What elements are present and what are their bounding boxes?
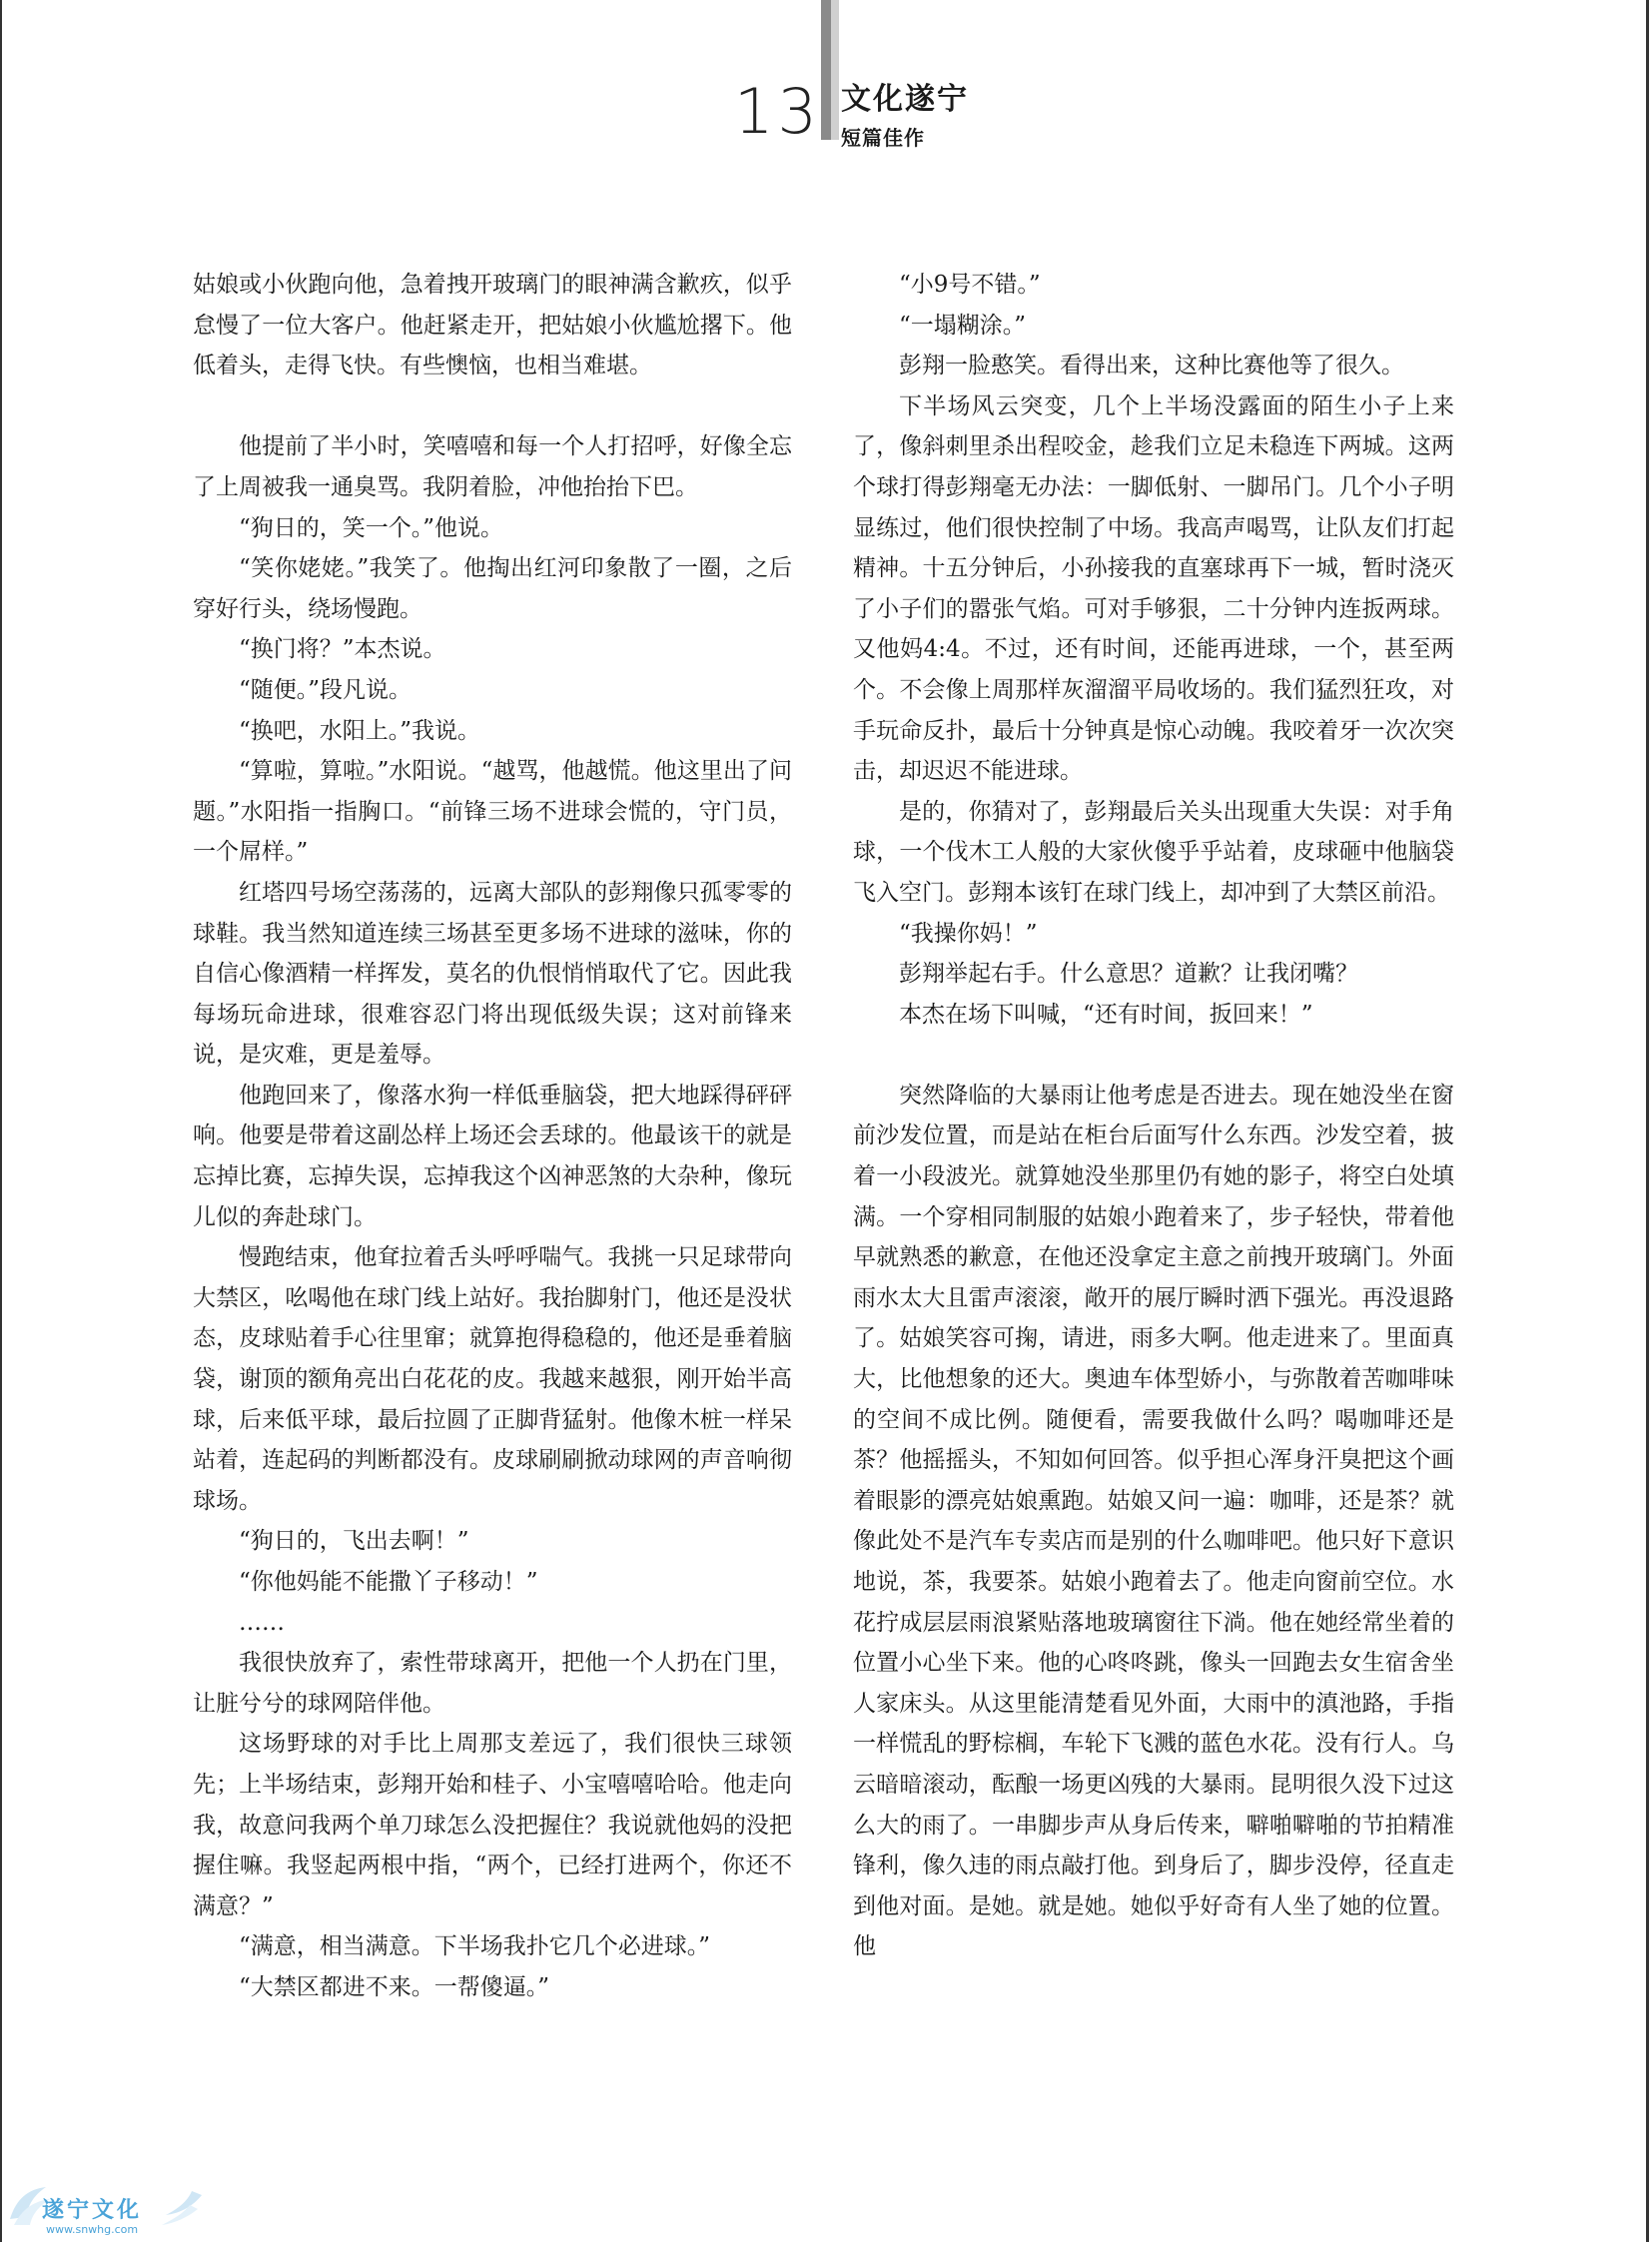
paragraph: 红塔四号场空荡荡的，远离大部队的彭翔像只孤零零的球鞋。我当然知道连续三场甚至更多场不进球的滋味，你的自信心像酒精一样挥发，莫名的仇恨悄悄取代了它。因此我每场玩命进球，很难容忍门将出现低级失误；这对前锋来说，是灾难，更是羞辱。 <box>193 879 792 1069</box>
paragraph: “换吧，水阳上。”我说。 <box>239 717 481 744</box>
paragraph: 下半场风云突变，几个上半场没露面的陌生小子上来了，像斜刺里杀出程咬金，趁我们立足未稳连下两城。这两个球打得彭翔毫无办法：一脚低射、一脚吊门。几个小子明显练过，他们很快控制了中场。我高声喝骂，让队友们打起精神。十五分钟后，小孙接我的直塞球再下一城，暂时浇灭了小子们的嚣张气焰。可对手够狠，二十分钟内连扳两球。又他妈4:4。不过，还有时间，还能再进球，一个，甚至两个。不会像上周那样灰溜溜平局收场的。我们猛烈狂攻，对手玩命反扑，最后十分钟真是惊心动魄。我咬着牙一次次突击，却迟迟不能进球。 <box>853 392 1454 785</box>
section-break <box>193 386 792 427</box>
left-text-column <box>193 265 792 2008</box>
paragraph: …… <box>239 1609 285 1636</box>
paragraph: “换门将？”本杰说。 <box>239 636 446 663</box>
paragraph: 是的，你猜对了，彭翔最后关头出现重大失误：对手角球，一个伐木工人般的大家伙傻乎乎站着，皮球砸中他脑袋飞入空门。彭翔本该钉在球门线上，却冲到了大禁区前沿。 <box>853 798 1454 906</box>
paragraph: “小9号不错。” <box>899 272 1041 298</box>
section-break <box>853 1035 1454 1076</box>
paragraph: “算啦，算啦。”水阳说。“越骂，他越慌。他这里出了问题。”水阳指一指胸口。“前锋三场不进球会慌的，守门员，一个屌样。” <box>193 758 792 866</box>
paragraph: “笑你姥姥。”我笑了。他掏出红河印象散了一圈，之后穿好行头，绕场慢跑。 <box>193 555 792 622</box>
section-subtitle: 短篇佳作 <box>841 126 925 150</box>
section-title: 文化遂宁 <box>841 82 969 117</box>
paragraph: 他跑回来了，像落水狗一样低垂脑袋，把大地踩得砰砰响。他要是带着这副怂样上场还会丢球的。他最该干的就是忘掉比赛，忘掉失误，忘掉我这个凶神恶煞的大杂种，像玩儿似的奔赴球门。 <box>193 1082 792 1230</box>
paragraph: “狗日的，飞出去啊！” <box>239 1528 469 1555</box>
header-rule-shadow <box>831 0 839 140</box>
logo-url: www.snwhg.com <box>46 2223 139 2236</box>
paragraph: 这场野球的对手比上周那支差远了，我们很快三球领先；上半场结束，彭翔开始和桂子、小宝嘻嘻哈哈。他走向我，故意问我两个单刀球怎么没把握住？我说就他妈的没把握住嘛。我竖起两根中指，“两个，已经打进两个，你还不满意？” <box>193 1731 792 1919</box>
paragraph: “随便。”段凡说。 <box>239 676 413 703</box>
right-text-column <box>853 265 1454 1967</box>
paragraph: 他提前了半小时，笑嘻嘻和每一个人打招呼，好像全忘了上周被我一通臭骂。我阴着脸，冲他抬抬下巴。 <box>193 433 792 500</box>
paragraph: “我操你妈！” <box>899 920 1038 947</box>
paragraph: 慢跑结束，他耷拉着舌头呼呼喘气。我挑一只足球带向大禁区，吆喝他在球门线上站好。我抬脚射门，他还是没状态，皮球贴着手心往里窜；就算抱得稳稳的，他还是垂着脑袋，谢顶的额角亮出白花花的皮。我越来越狠，刚开始半高球，后来低平球，最后拉圆了正脚背猛射。他像木桩一样呆站着，连起码的判断都没有。皮球刷刷掀动球网的声音响彻球场。 <box>193 1244 792 1514</box>
paragraph: 彭翔一脸憨笑。看得出来，这种比赛他等了很久。 <box>899 353 1404 379</box>
paragraph: 彭翔举起右手。什么意思？道歉？让我闭嘴？ <box>899 961 1358 988</box>
paragraph: “一塌糊涂。” <box>899 312 1027 339</box>
page-number: 13 <box>734 75 821 148</box>
paragraph: 突然降临的大暴雨让他考虑是否进去。现在她没坐在窗前沙发位置，而是站在柜台后面写什么东西。沙发空着，披着一小段波光。就算她没坐那里仍有她的影子，将空白处填满。一个穿相同制服的姑娘小跑着来了，步子轻快，带着他早就熟悉的歉意，在他还没拿定主意之前拽开玻璃门。外面雨水太大且雷声滚滚，敞开的展厅瞬时洒下强光。再没退路了。姑娘笑容可掬，请进，雨多大啊。他走进来了。里面真大，比他想象的还大。奥迪车体型娇小，与弥散着苦咖啡味的空间不成比例。随便看，需要我做什么吗？喝咖啡还是茶？他摇摇头，不知如何回答。似乎担心浑身汗臭把这个画着眼影的漂亮姑娘熏跑。姑娘又问一遍：咖啡，还是茶？就像此处不是汽车专卖店而是别的什么咖啡吧。他只好下意识地说，茶，我要茶。姑娘小跑着去了。他走向窗前空位。水花拧成层层雨浪紧贴落地玻璃窗往下淌。他在她经常坐着的位置小心坐下来。他的心咚咚跳，像头一回跑去女生宿舍坐人家床头。从这里能清楚看见外面，大雨中的滇池路，手指一样慌乱的野棕榈，车轮下飞溅的蓝色水花。没有行人。乌云暗暗滚动，酝酿一场更凶残的大暴雨。昆明很久没下过这么大的雨了。一串脚步声从身后传来，噼啪噼啪的节拍精准锋利，像久违的雨点敲打他。到身后了，脚步没停，径直走到他对面。是她。就是她。她似乎好奇有人坐了她的位置。他 <box>853 1082 1454 1960</box>
paragraph: “你他妈能不能撒丫子移动！” <box>239 1569 538 1595</box>
paragraph: “狗日的，笑一个。”他说。 <box>239 514 504 541</box>
paragraph: “大禁区都进不来。一帮傻逼。” <box>239 1973 550 2000</box>
paragraph: 本杰在场下叫喊，“还有时间，扳回来！” <box>899 1001 1313 1028</box>
paragraph: 姑娘或小伙跑向他，急着拽开玻璃门的眼神满含歉疚，似乎怠慢了一位大客户。他赶紧走开，把姑娘小伙尴尬撂下。他低着头，走得飞快。有些懊恼，也相当难堪。 <box>193 272 792 379</box>
header-rule <box>821 0 831 140</box>
page-border-right <box>1646 0 1649 2242</box>
page-border-left <box>0 0 2 2242</box>
paragraph: 我很快放弃了，索性带球离开，把他一个人扔在门里，让脏兮兮的球网陪伴他。 <box>193 1650 792 1717</box>
paragraph: “满意，相当满意。下半场我扑它几个必进球。” <box>239 1933 711 1960</box>
logo-text: 遂宁文化 <box>42 2198 143 2223</box>
